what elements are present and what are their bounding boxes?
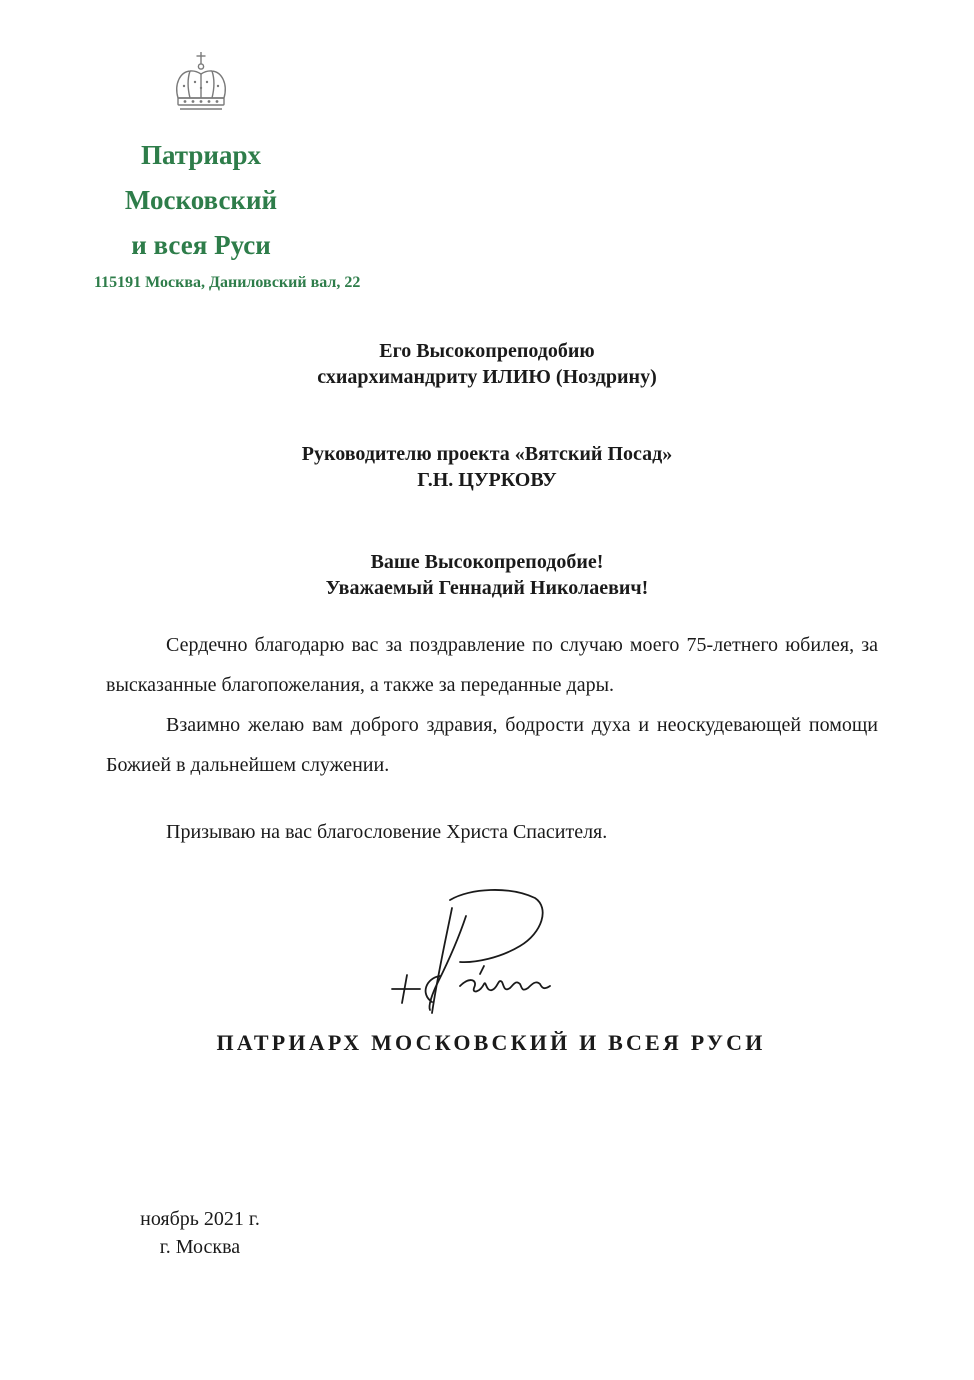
addressee-block xyxy=(0,441,974,493)
date-line: ноябрь 2021 г. xyxy=(140,1208,260,1230)
addressee-block xyxy=(0,338,974,390)
body-paragraph: Взаимно желаю вам доброго здравия, бодрости духа и неоскудевающей помощи Божией в дальнейшем служении. xyxy=(106,714,878,776)
handwritten-signature xyxy=(380,878,570,1028)
letterhead-title-line: и всея Руси xyxy=(131,230,271,260)
letterhead-title-line: Московский xyxy=(124,185,278,215)
letterhead-address: 115191 Москва, Даниловский вал, 22 xyxy=(94,274,361,291)
patriarchal-crown-icon xyxy=(170,50,232,114)
place-line: г. Москва xyxy=(159,1236,241,1258)
letterhead-title-line: Патриарх xyxy=(141,140,261,170)
date-place-block xyxy=(110,1205,290,1261)
salutation-line: Уважаемый Геннадий Николаевич! xyxy=(325,577,649,599)
addressee-line: схиархимандриту ИЛИЮ (Ноздрину) xyxy=(317,366,657,388)
blessing-line: Призываю на вас благословение Христа Спасителя. xyxy=(166,821,608,843)
body-paragraph: Сердечно благодарю вас за поздравление по случаю моего 75-летнего юбилея, за высказанные благопожелания, а также за переданные дары. xyxy=(106,634,878,696)
addressee-line: Его Высокопреподобию xyxy=(379,340,595,362)
letterhead-title xyxy=(96,133,306,268)
addressee-line: Руководителю проекта «Вятский Посад» xyxy=(301,443,673,465)
signature-title: ПАТРИАРХ МОСКОВСКИЙ И ВСЕЯ РУСИ xyxy=(216,1030,766,1055)
salutation-line: Ваше Высокопреподобие! xyxy=(370,551,604,573)
addressee-line: Г.Н. ЦУРКОВУ xyxy=(417,469,557,491)
salutation xyxy=(0,549,974,601)
